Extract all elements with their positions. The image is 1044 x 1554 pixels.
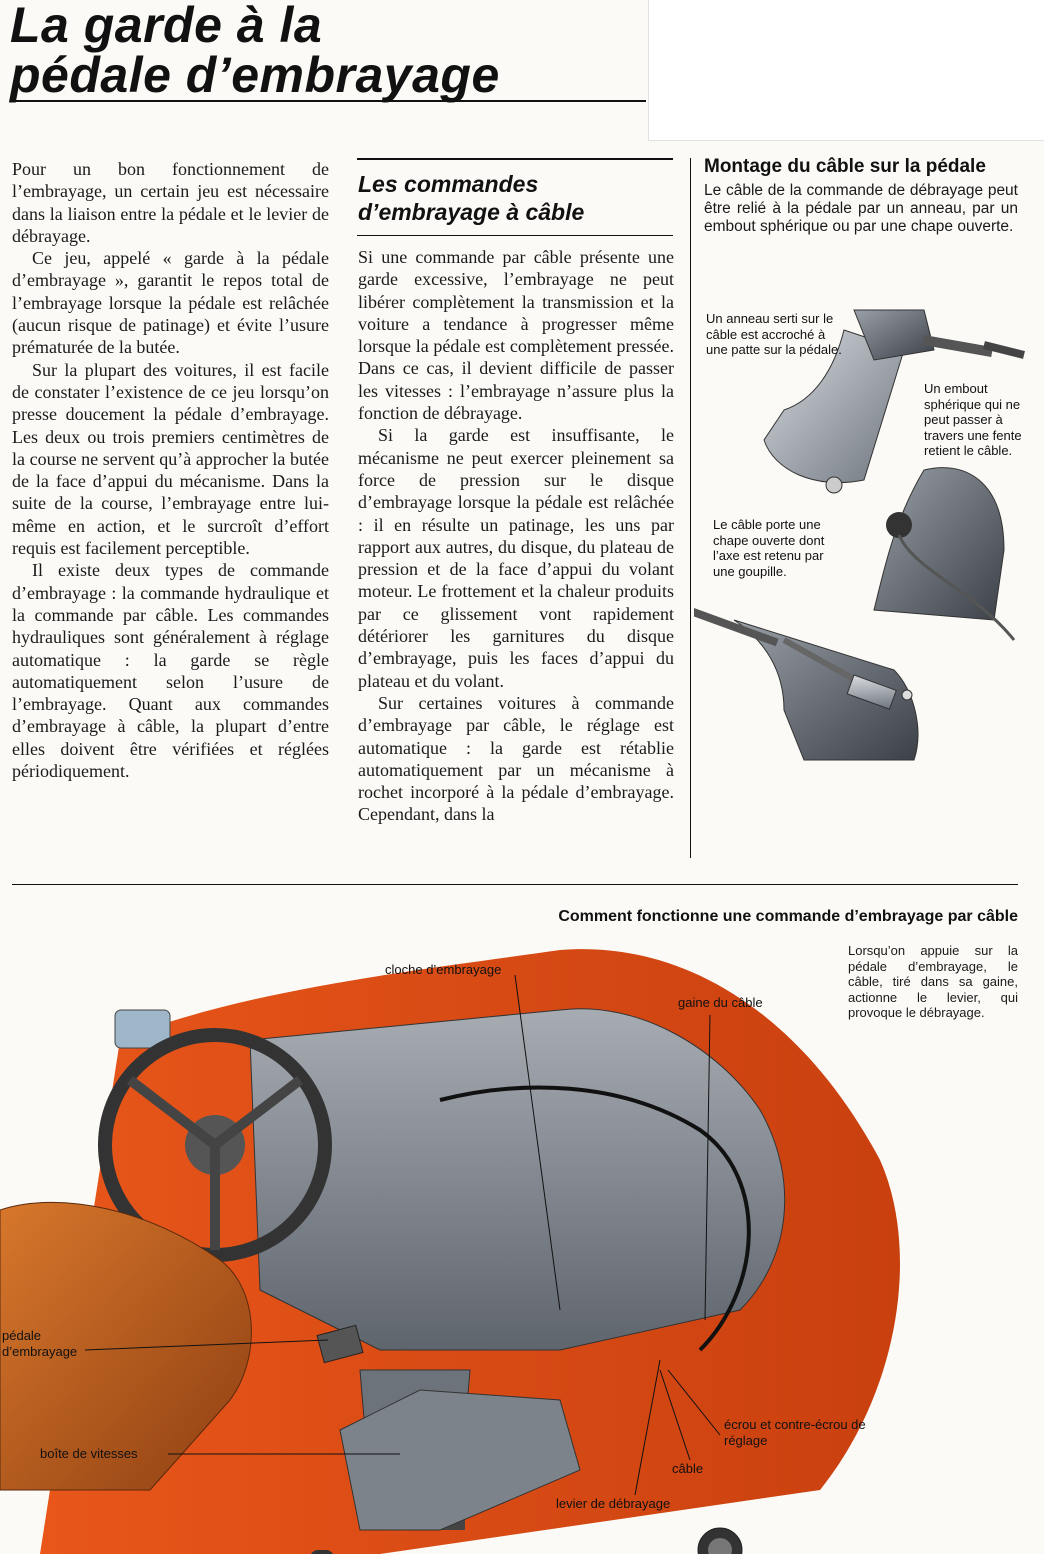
col1-paragraph-2: Ce jeu, appelé « garde à la pédale d’embrayage », garantit le repos total de l’embrayage lorsque la pédale est relâchée (aucun risque de patinage) et évite l’usure prématurée de la butée.: [12, 248, 329, 358]
subhead-bottom-rule: [357, 235, 673, 236]
label-lever: levier de débrayage: [556, 1496, 671, 1511]
ball-mount-drawing: [874, 468, 1014, 640]
label-bell: cloche d’embrayage: [385, 962, 502, 977]
callout-clevis: Le câble porte une chape ouverte dont l’axe est retenu par une goupille.: [713, 517, 825, 579]
title-line-2: pédale d’embrayage: [10, 47, 500, 103]
label-pedal: pédale d’embrayage: [2, 1328, 78, 1359]
page-title: [10, 0, 650, 103]
col2-paragraph-1: Si une commande par câble présente une garde excessive, l’embrayage ne peut libérer complètement la transmission et la voiture a tendance à progresser même lorsque la pédale est complètement pressée. Dans ce cas, il devient difficile de passer les vitesses : l’embrayage n’assure plus la fonction de débrayage.: [358, 247, 674, 424]
col1-paragraph-4: Il existe deux types de commande d’embrayage : la commande hydraulique et la commande par câble. Les commandes hydrauliques sont généralement à réglage automatique : la garde se règle automatiquement selon l’usure de l’embrayage. Quant aux commandes d’embrayage à câble, la plupart d’entre elles doivent être vérifiées et réglées périodiquement.: [12, 560, 329, 782]
section-heading: [358, 170, 674, 226]
column-1: [12, 158, 329, 782]
sidebar-title: Montage du câble sur la pédale: [704, 156, 986, 177]
sidebar-divider: [690, 158, 691, 858]
figure-caption: Lorsqu’on appuie sur la pédale d’embrayage, le câble, tiré dans sa gaine, actionne le levier, qui provoque le débrayage.: [848, 943, 1018, 1020]
heading-line-2: d’embrayage à câble: [358, 199, 585, 225]
label-gearbox: boîte de vitesses: [40, 1446, 138, 1461]
corner-panel: [648, 0, 1044, 141]
label-sheath: gaine du câble: [678, 995, 763, 1010]
heading-line-1: Les commandes: [358, 171, 539, 197]
car-interior-illustration: [0, 930, 1044, 1554]
column-2: [358, 246, 674, 826]
callout-ball: Un embout sphérique qui ne peut passer à travers une fente retient le câble.: [924, 381, 1022, 458]
label-nut: écrou et contre-écrou de réglage: [724, 1417, 866, 1448]
col1-paragraph-3: Sur la plupart des voitures, il est facile de constater l’existence de ce jeu lorsqu’on presse doucement la pédale d’embrayage. Les deux ou trois premiers centimètres de la course ne servent qu’à approcher la butée de la face d’appui du mécanisme. Dans la suite de la course, l’embrayage entre lui-même en action, et le surcroît d’effort requis est facilement perceptible.: [12, 359, 329, 559]
col2-paragraph-3: Sur certaines voitures à commande d’embrayage par câble, le réglage est automatique : la garde est rétablie automatiquement par un mécanisme à rochet incorporé à la pédale d’embrayage. Cependant, dans la: [358, 692, 674, 825]
label-cable: câble: [672, 1461, 704, 1476]
clevis-mount-drawing: [694, 608, 918, 760]
figure-title: Comment fonctionne une commande d’embrayage par câble: [558, 908, 1018, 925]
callout-ring: Un anneau serti sur le câble est accroché à une patte sur la pédale.: [706, 311, 842, 357]
subhead-top-rule: [357, 158, 673, 160]
col2-paragraph-2: Si la garde est insuffisante, le mécanisme ne peut exercer pleinement sa force de pression sur le disque d’embrayage lorsque la pédale est relâchée : il en résulte un patinage, les uns par rapport aux autres, du disque, du plateau de pression et de la face d’appui du volant moteur. Le frottement et la chaleur produits par ce glissement vont rapidement détériorer les garnitures du disque d’embrayage, puis les faces d’appui du plateau et du volant.: [358, 425, 674, 691]
title-rule: [10, 100, 646, 102]
title-line-1: La garde à la: [10, 0, 323, 53]
sidebar-intro: Le câble de la commande de débrayage peut être relié à la pédale par un anneau, par un embout sphérique ou par une chape ouverte.: [704, 182, 1018, 235]
col1-paragraph-1: Pour un bon fonctionnement de l’embrayage, un certain jeu est nécessaire dans la liaison entre la pédale et le levier de débrayage.: [12, 159, 329, 246]
section-divider: [12, 884, 1018, 885]
